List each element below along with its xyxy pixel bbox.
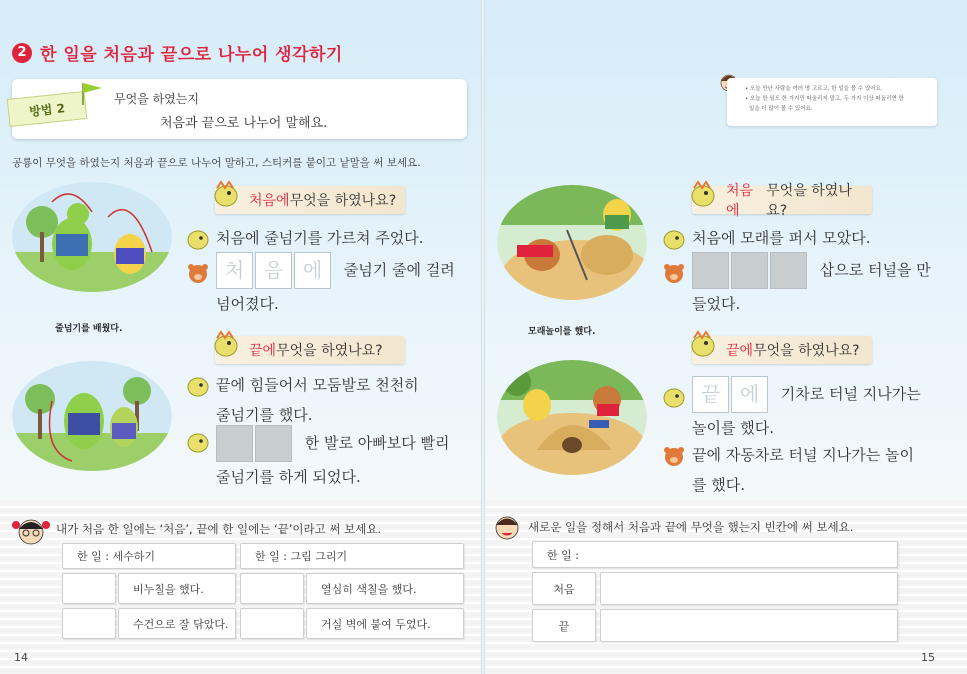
answer-2-line2: 들었다. bbox=[692, 295, 741, 313]
left-page bbox=[0, 0, 483, 674]
answer-3 bbox=[186, 370, 476, 430]
method-line-2: 처음과 끝으로 나누어 말해요. bbox=[160, 116, 328, 131]
sticker-char-box: 에 bbox=[731, 376, 768, 413]
answer-3 bbox=[662, 376, 962, 443]
sticker-gray-box bbox=[692, 252, 729, 289]
answer-3-line1: 끝에 힘들어서 모둠발로 천천히 bbox=[216, 376, 419, 394]
table2-row1: 열심히 색칠을 했다. bbox=[306, 573, 464, 604]
question-banner-first bbox=[215, 186, 405, 214]
section-number-badge: 2 bbox=[12, 43, 32, 63]
flag-icon bbox=[80, 81, 106, 105]
answer-2-tail: 줄넘기 줄에 걸려 bbox=[343, 261, 455, 279]
sticker-gray-box bbox=[770, 252, 807, 289]
table2-row2: 거실 벽에 붙여 두었다. bbox=[306, 608, 464, 639]
table2-header: 한 일 : 그림 그리기 bbox=[240, 543, 464, 569]
bear-icon bbox=[662, 445, 686, 467]
method-line-1: 무엇을 하였는지 bbox=[114, 92, 199, 106]
dinosaur-icon bbox=[211, 178, 241, 208]
bear-icon bbox=[186, 262, 210, 284]
last-answer-input[interactable] bbox=[600, 609, 898, 642]
jump-rope-illustration-2 bbox=[12, 361, 172, 471]
illustration-caption: 줄넘기를 배웠다. bbox=[55, 324, 123, 334]
sticker-gray-box bbox=[255, 425, 292, 462]
table1-answer-cell-2[interactable] bbox=[62, 608, 116, 639]
table1-row1: 비누칠을 했다. bbox=[118, 573, 236, 604]
answer-4-tail: 한 발로 아빠보다 빨리 bbox=[304, 434, 450, 452]
dinosaur-icon bbox=[662, 386, 686, 408]
boy-icon bbox=[492, 512, 522, 542]
question-rest: 무엇을 하였나요? bbox=[276, 343, 383, 359]
table2-answer-cell-1[interactable] bbox=[240, 573, 304, 604]
question-banner-last bbox=[215, 336, 405, 364]
question-highlight: 처음에 bbox=[249, 193, 290, 209]
first-label-cell: 처음 bbox=[532, 572, 596, 605]
book-spine bbox=[481, 0, 485, 674]
sticker-char-box: 끝 bbox=[692, 376, 729, 413]
sticker-char-box: 에 bbox=[294, 252, 331, 289]
first-answer-input[interactable] bbox=[600, 572, 898, 605]
section-title-text: 한 일을 처음과 끝으로 나누어 생각하기 bbox=[40, 45, 343, 65]
question-highlight: 처음에 bbox=[726, 183, 754, 219]
table2-answer-cell-2[interactable] bbox=[240, 608, 304, 639]
answer-2-line2: 넘어졌다. bbox=[216, 295, 279, 313]
jump-rope-illustration-1 bbox=[12, 182, 172, 292]
dinosaur-icon bbox=[688, 328, 718, 358]
answer-4-line2: 줄넘기를 하게 되었다. bbox=[216, 468, 361, 486]
question-rest: 무엇을 하였나요? bbox=[753, 343, 860, 359]
answer-4-line2: 를 했다. bbox=[692, 476, 746, 494]
answer-1 bbox=[186, 223, 476, 253]
page-number: 14 bbox=[14, 651, 28, 664]
answer-3-line2: 줄넘기를 했다. bbox=[216, 406, 313, 424]
dinosaur-icon bbox=[186, 228, 210, 250]
page-number: 15 bbox=[921, 651, 935, 664]
method-box bbox=[12, 79, 467, 139]
question-banner-first bbox=[692, 183, 872, 219]
sticker-gray-box bbox=[216, 425, 253, 462]
section-title bbox=[12, 40, 343, 65]
answer-4-line1: 끝에 자동차로 터널 지나가는 놀이 bbox=[692, 446, 914, 464]
tip-line-3: 일을 더 많이 볼 수 있어요. bbox=[749, 106, 813, 112]
question-rest: 무엇을 하였나요? bbox=[289, 193, 397, 209]
dinosaur-icon bbox=[662, 228, 686, 250]
table1-answer-cell-1[interactable] bbox=[62, 573, 116, 604]
tip-box bbox=[727, 78, 937, 126]
answer-3-tail: 기차로 터널 지나가는 bbox=[780, 385, 921, 403]
question-highlight: 끝에 bbox=[249, 343, 277, 359]
sand-play-illustration-2 bbox=[497, 360, 647, 475]
dinosaur-icon bbox=[211, 328, 241, 358]
sticker-char-box: 처 bbox=[216, 252, 253, 289]
sand-play-illustration-1 bbox=[497, 185, 647, 300]
illustration-caption: 모래놀이를 했다. bbox=[528, 327, 596, 337]
answer-4 bbox=[186, 425, 476, 492]
question-highlight: 끝에 bbox=[726, 343, 754, 359]
method-tag: 방법 2 bbox=[7, 91, 87, 127]
answer-2-tail: 삽으로 터널을 만 bbox=[819, 261, 931, 279]
activity-label: 한 일 : bbox=[547, 548, 579, 562]
dinosaur-icon bbox=[688, 178, 718, 208]
answer-1 bbox=[662, 223, 962, 253]
table1-header: 한 일 : 세수하기 bbox=[62, 543, 236, 569]
answer-2 bbox=[662, 252, 962, 319]
dinosaur-icon bbox=[186, 375, 210, 397]
answer-3-line2: 놀이를 했다. bbox=[692, 419, 774, 437]
sticker-char-box: 음 bbox=[255, 252, 292, 289]
table1-row2: 수건으로 잘 닦았다. bbox=[118, 608, 236, 639]
bottom-prompt: 내가 처음 한 일에는 ‘처음’, 끝에 한 일에는 ‘끝’이라고 써 보세요. bbox=[56, 522, 382, 536]
activity-row bbox=[532, 541, 898, 568]
sticker-gray-box bbox=[731, 252, 768, 289]
answer-1-text: 처음에 줄넘기를 가르쳐 주었다. bbox=[216, 229, 424, 247]
question-rest: 무엇을 하였나요? bbox=[766, 183, 852, 219]
tip-line-2: • 오늘 한 일도 한 가지만 떠올리지 말고, 두 가지 이상 떠올리면 한 bbox=[745, 96, 904, 102]
bear-icon bbox=[662, 262, 686, 284]
answer-2 bbox=[186, 252, 476, 319]
bottom-prompt: 새로운 일을 정해서 처음과 끝에 무엇을 했는지 빈칸에 써 보세요. bbox=[528, 520, 854, 534]
answer-4 bbox=[662, 440, 962, 500]
question-banner-last bbox=[692, 336, 872, 364]
tip-line-1: • 오늘 만난 사람을 여러 명 고르고, 한 일을 볼 수 있어요. bbox=[745, 86, 883, 92]
instruction-text: 공룡이 무엇을 하였는지 처음과 끝으로 나누어 말하고, 스티커를 붙이고 낱말을 써 보세요. bbox=[12, 157, 421, 169]
last-label-cell: 끝 bbox=[532, 609, 596, 642]
answer-1-text: 처음에 모래를 퍼서 모았다. bbox=[692, 229, 871, 247]
girl-icon bbox=[10, 515, 52, 547]
dinosaur-icon bbox=[186, 431, 210, 453]
